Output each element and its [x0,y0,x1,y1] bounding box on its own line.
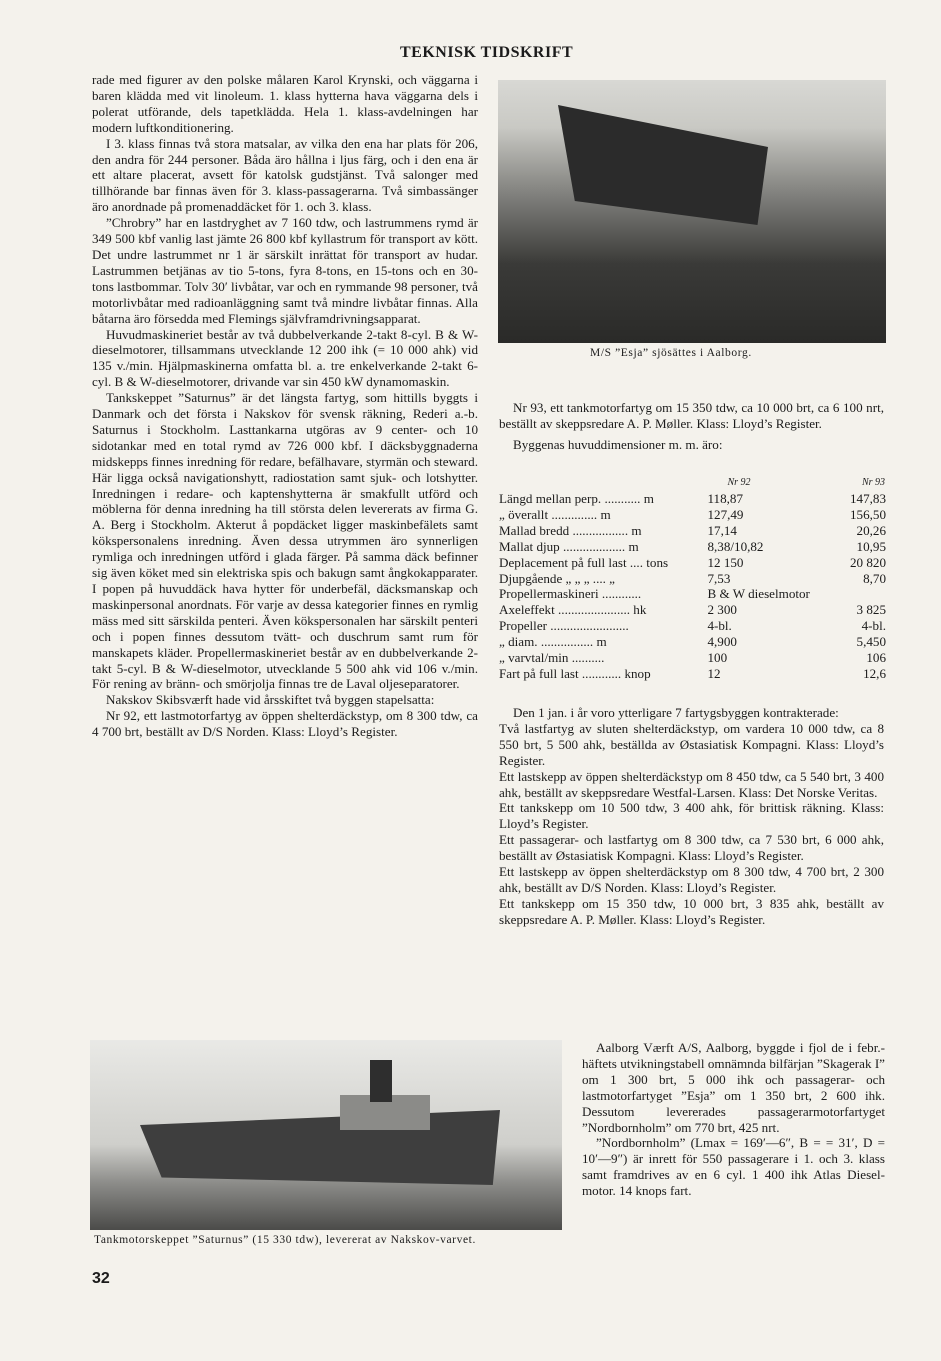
table-cell: Propellermaskineri ............ [499,586,642,602]
paragraph: ”Nordbornholm” (Lmax = 169′—6″, B = = 31′, D = 10′—9″) är inrett för 550 passagerare i 1. och 3. klass samt framdrives av en 6 cyl. 1 400 ihk Atlas Diesel-motor. 14 knops fart. [582,1135,885,1199]
page-number: 32 [92,1270,110,1287]
table-cell: 10,95 [856,538,886,554]
table-row [499,539,886,555]
table-header: Nr 93 [861,477,885,488]
table-cell: Mallad bredd ................. m [499,522,642,538]
paragraph: Nr 93, ett tankmotorfartyg om 15 350 tdw, ca 10 000 brt, ca 6 100 nrt, beställt av skeppsredare A. P. Møller. Klass: Lloyd’s Register. [499,400,884,431]
table-row [499,523,886,539]
photo-caption: M/S ”Esja” sjösättes i Aalborg. [590,347,752,359]
paragraph: Aalborg Værft A/S, Aalborg, byggde i fjol de i febr.-häftets utvikningstabell omnämnda bilfärjan ”Skagerak I” om 1 300 brt, 5 000 ihk och passagerar- och lastmotorfartyget ”Esja” om 1 350 brt, 2 600 ihk. Dessutom levererades passagerarmotorfartyget ”Nordbornholm” om 770 brt, 425 nrt. [582,1040,885,1135]
dimensions-table [499,474,886,682]
table-cell: 12 [707,665,721,681]
table-cell: 2 300 [707,602,737,618]
paragraph: ”Chrobry” har en lastdryghet av 7 160 tdw, och lastrummens rymd är 349 500 kbf vanlig last jämte 26 800 kbf kyllastrum för transport av kött. Det undre lastrummet nr 1 är särskilt inrättat för transport av hudar. Lastrummen betjänas av tio 5-tons, fyra 8-tons, en 15-tons och en 30-tons lastbommar. Tolv 30′ livbåtar, var och en rymmande 98 personer, två motorlivbåtar med radioanläggning samt två mindre livbåtar finnas. Alla båtarna äro försedda med Flemings självframdrivningsapparat. [92,215,478,326]
table-cell: 4-bl. [707,618,732,634]
right-column-contracts [499,705,884,928]
photo-caption: Tankmotorskeppet ”Saturnus” (15 330 tdw), levererat av Nakskov-varvet. [94,1234,476,1246]
paragraph: Tankskeppet ”Saturnus” är det längsta fartyg, som hittills byggts i Danmark och det första i Nakskov för svensk räkning, Rederi a.-b. Saturnus i Stockholm. Lasttankarna utgöras av 9 center- och 10 sidotankar med en total rymd av 726 000 kbf. I däcksbyggnaderna midskepps finnes inredning för redare, befälhavare, styrmän och steward. Här ligga också navigationshytt, radiostation samt sjuk- och lotshytter. Inredningen i redare- och kaptenshytterna är smakfullt utförd och möblerna för denna inredning ha till största delen levererats av firma G. A. Berg i Stockholm. Akterut å popdäcket ligger maskinbefälets samt kökspersonalens inredning. Även dessa utrymmen äro synnerligen rymliga och inredningen utförd i glada färger. På samma däck befinner sig även köket med sin elektriska spis och bakugn samt ångkokapparater. I popen på huvuddäck hava hytter för underbefäl, däcksmanskap och maskinpersonal anordnats. För varje av dessa kategorier finnes en rymlig mäss med sitt särskilda penteri. Även kökspersonalen har särskilt penteri och i popen finnes dessutom tvätt- och duschrum samt rum för manskapets kläder. Propellermaskineriet består av en dubbelverkande 2-takt 5-cyl. B & W-dieselmotor, utvecklande 5 500 ahk vid 106 v./min. För rening av bränn- och smörjolja finnas tre de Laval oljeseparatorer. [92,390,478,692]
table-cell: „ varvtal/min .......... [499,650,605,666]
table-cell: 100 [707,650,728,666]
table-cell: 4-bl. [861,618,886,634]
table-cell: 156,50 [849,506,886,522]
table-row [499,618,886,634]
table-row [499,491,886,507]
table-cell: 12,6 [863,665,886,681]
table-cell: „ diam. ................ m [499,634,607,650]
journal-header: TEKNISK TIDSKRIFT [400,44,574,61]
table-cell: 7,53 [707,570,731,586]
table-cell: 3 825 [856,602,886,618]
paragraph: Den 1 jan. i år voro ytterligare 7 fartygsbyggen kontrakterade: [513,705,839,720]
table-cell: 147,83 [849,491,886,506]
table-cell: 12 150 [707,554,744,570]
ship-hull-shape [558,105,768,225]
paragraph: Nakskov Skibsværft hade vid årsskiftet två byggen stapelsatta: [106,692,435,708]
table-cell: 17,14 [707,522,737,538]
paragraph: Ett tankskepp om 15 350 tdw, 10 000 brt, 3 835 ahk, beställt av skeppsredare A. P. Møller. Klass: Lloyd’s Register. [499,895,884,927]
table-header [499,474,707,491]
photo-saturnus [90,1040,562,1230]
table-cell: B & W dieselmotor [707,586,810,602]
table-cell: Djupgående „ „ „ .... „ [499,570,615,586]
table-row [499,507,886,523]
table-cell: 5,450 [856,634,886,650]
table-cell: 4,900 [707,634,737,650]
paragraph: Ett lastskepp av öppen shelterdäckstyp om 8 300 tdw, 4 700 brt, 2 300 ahk, beställt av D/S Norden. Klass: Lloyd’s Register. [499,864,884,895]
paragraph: I 3. klass finnas två stora matsalar, av vilka den ena har plats för 206, den andra för 244 personer. Båda äro hållna i ljus färg, och i den ena är ett altare placerat, avsett för katolsk gudstjänst. Två salonger med tillhörande bar finnas även för 3. klass-passagerarna. Två simbassänger äro anordnade på promenaddäcket för 1. och 3. klass. [92,135,478,215]
table-cell: Propeller ........................ [499,618,629,634]
table-cell: 8,38/10,82 [707,538,764,554]
paragraph: rade med figurer av den polske målaren Karol Krynski, och väggarna i baren klädda med vit linoleum. 1. klass hytterna hava väggarna dels i polerat utförande, dels tapetklädda. Hela 1. klass-avdelningen har modern luftkonditionering. [92,72,478,135]
table-cell: 8,70 [863,570,886,586]
paragraph: Huvudmaskineriet består av två dubbelverkande 2-takt 8-cyl. B & W-dieselmotorer, tillsammans utvecklande 12 200 ihk (= 10 000 ahk) vid 135 v./min. Hjälpmaskinerna omfatta bl. a. tre enkelverkande 2-takt 6-cyl. B & W-dieselmotorer, drivande var sin 450 kW dynamomaskin. [92,326,478,390]
table-row [499,602,886,618]
paragraph: Byggenas huvuddimensioner m. m. äro: [513,436,723,452]
left-column [92,72,478,740]
table-cell: 20,26 [856,522,886,538]
table-cell: Mallat djup ................... m [499,538,639,554]
table-row [499,666,886,682]
paragraph: Ett passagerar- och lastfartyg om 8 300 tdw, ca 7 530 brt, 6 000 ahk, beställt av Østasiatisk Kompagni. Klass: Lloyd’s Register. [499,832,884,864]
table-cell: Axeleffekt ...................... hk [499,602,647,618]
table-row [499,634,886,650]
photo-esja-launch [498,80,886,343]
paragraph: Nr 92, ett lastmotorfartyg av öppen shelterdäckstyp, om 8 300 tdw, ca 4 700 brt, beställt av D/S Norden. Klass: Lloyd’s Register. [92,708,478,740]
table-row [499,571,886,587]
table-header-row [499,474,886,491]
ship-funnel-shape [370,1060,392,1102]
table-cell: Deplacement på full last .... tons [499,554,669,570]
table-row [499,555,886,571]
table-cell: „ överallt .............. m [499,506,611,522]
table-cell: 118,87 [707,491,743,506]
table-cell: 106 [866,650,886,666]
table-cell: Längd mellan perp. ........... m [499,491,654,506]
table-row [499,586,886,602]
paragraph: Två lastfartyg av sluten shelterdäckstyp, om vardera 10 000 tdw, ca 8 550 brt, 5 500 ahk, beställda av Østasiatisk Kompagni. Klass: Lloyd’s Register. [499,720,884,768]
table-cell: Fart på full last ............ knop [499,665,651,681]
table-header: Nr 92 [727,477,751,488]
table-cell: 127,49 [707,506,744,522]
table-cell: 20 820 [849,554,886,570]
paragraph: Ett lastskepp av öppen shelterdäckstyp om 8 450 tdw, ca 5 540 brt, 3 400 ahk, beställt av skeppsredare Westfal-Larsen. Klass: Det Norske Veritas. [499,768,884,800]
paragraph: Ett tankskepp om 10 500 tdw, 3 400 ahk, för brittisk räkning. Klass: Lloyd’s Register. [499,800,884,832]
ship-hull-shape [140,1110,500,1185]
table-row [499,650,886,666]
right-column [499,400,884,453]
aalborg-column [582,1040,885,1199]
